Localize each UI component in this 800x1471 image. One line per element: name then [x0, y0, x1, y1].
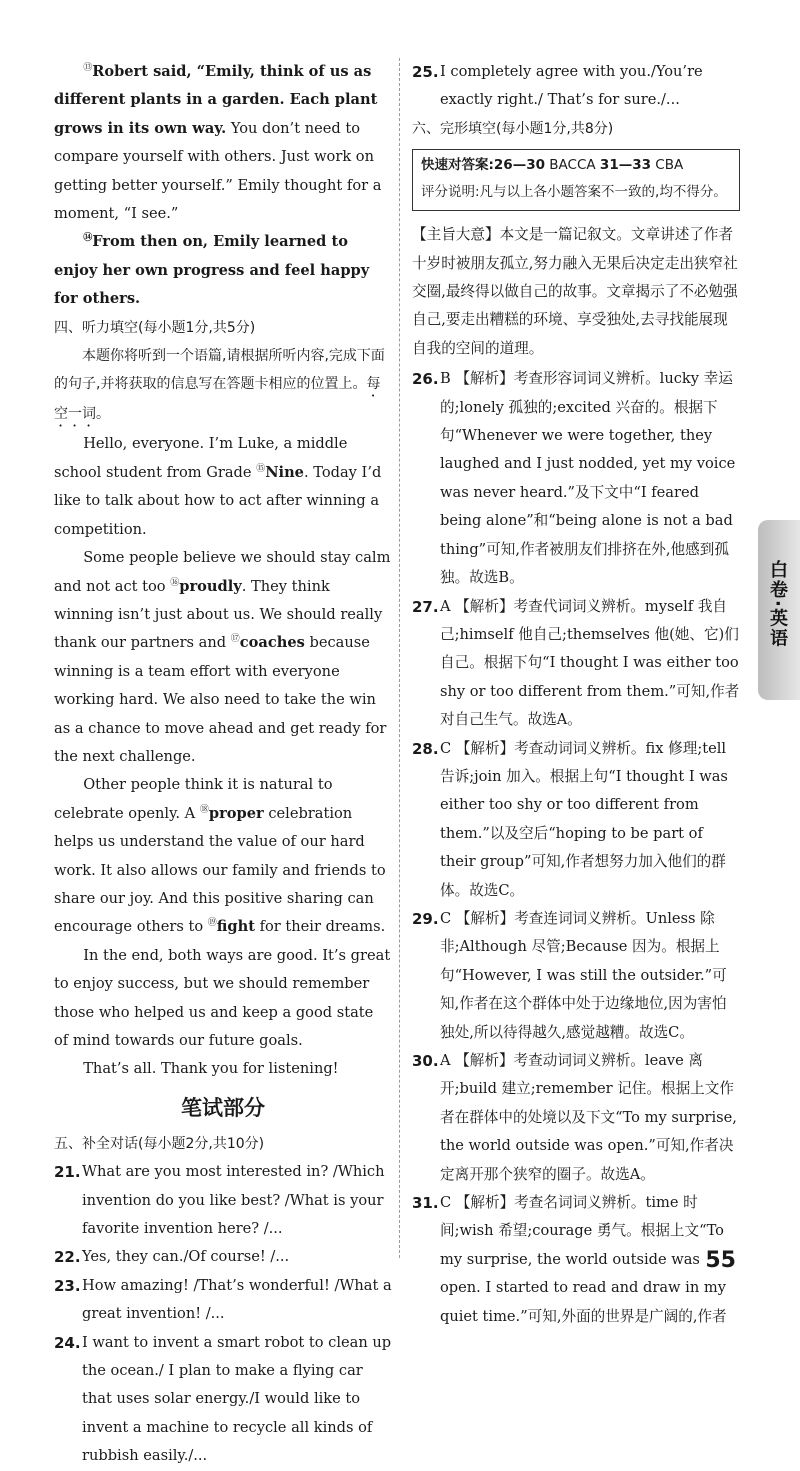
page-number: 55	[705, 1248, 736, 1273]
listening-paragraph-3: Other people think it is natural to celebrate openly. A ⑱proper celebration helps us understand the value of our hard work. It also allows our family and friends to share our joy. And this positive sharing can encourage others to ⑲fight for their dreams.	[54, 776, 386, 936]
answer-27: 27. A 【解析】考查代词词义辨析。myself 我自己;himself 他自己;themselves 他(她、它)们自己。根据下句“I thought I was either too shy or too different from them.”可知,作者对自己生气。故选A。	[412, 597, 740, 729]
listening-paragraph-2: Some people believe we should stay calm and not act too ⑯proudly. They think winning isn’t just about us. We should really thank our partners and ⑰coaches because winning is a team effort with everyone working hard. We also need to take the win as a chance to move ahead and get ready for the next challenge.	[54, 549, 391, 765]
question-22: 22. Yes, they can./Of course! /...	[54, 1248, 290, 1267]
side-tab-label: 白卷·英语	[767, 560, 788, 649]
answer-30: 30. A 【解析】考查动词词义辨析。leave 离开;build 建立;remember 记住。根据上文作者在群体中的处境以及下文“To my surprise, the world outside was open.”可知,作者决定离开那个狭窄的圈子。故选A。	[412, 1052, 737, 1183]
listening-paragraph-4: In the end, both ways are good. It’s great to enjoy success, but we should remember those who helped us and keep a good state of mind towards our future goals.	[54, 946, 391, 1049]
listening-paragraph-1: Hello, everyone. I’m Luke, a middle school student from Grade ⑮Nine. Today I’d like to talk about how to act after winning a competition.	[54, 435, 382, 538]
question-21: 21. What are you most interested in? /Which invention do you like best? /What is your favorite invention here? /...	[54, 1163, 385, 1238]
right-column	[412, 58, 740, 1331]
section-6-title: 六、完形填空(每小题1分,共8分)	[412, 120, 614, 137]
listening-paragraph-5: That’s all. Thank you for listening!	[83, 1060, 339, 1078]
story-paragraph-1: ⑬Robert said, “Emily, think of us as different plants in a garden. Each plant grows in its own way. You don’t need to compare yourself with others. Just work on getting better yourself.” Emily thought for a moment, “I see.”	[54, 63, 382, 223]
question-23: 23. How amazing! /That’s wonderful! /What a great invention! /...	[54, 1276, 392, 1323]
quick-answer-box	[412, 149, 740, 211]
left-column	[54, 58, 392, 1471]
answer-26: 26. B 【解析】考查形容词词义辨析。lucky 幸运的;lonely 孤独的;excited 兴奋的。根据下句“Whenever we were together, they laughed and I just nodded, yet my voice was never heard.”及下文中“I feared being alone”和“being alone is not a bad thing”可知,作者被朋友们排挤在外,他感到孤独。故选B。	[412, 370, 736, 587]
written-section-title: 笔试部分	[181, 1095, 265, 1120]
main-idea: 【主旨大意】本文是一篇记叙文。文章讲述了作者十岁时被朋友孤立,努力融入无果后决定走出狭窄社交圈,最终得以做自己的故事。文章揭示了不必勉强自己,要走出糟糕的环境、享受独处,去寻找能展现自我的空间的道理。	[412, 226, 738, 357]
answer-29: 29. C 【解析】考查连词词义辨析。Unless 除非;Although 尽管;Because 因为。根据上句“However, I was still the outsider.”可知,作者在这个群体中处于边缘地位,因为害怕独处,所以待得越久,感觉越糟。故选C。	[412, 909, 727, 1041]
answer-28: 28. C 【解析】考查动词词义辨析。fix 修理;tell 告诉;join 加入。根据上句“I thought I was either too shy or too different from them.”以及空后“hoping to be part of their group”可知,作者想努力加入他们的群体。故选C。	[412, 739, 728, 899]
story-paragraph-2: ⑭From then on, Emily learned to enjoy her own progress and feel happy for others.	[54, 233, 370, 308]
question-25: 25. I completely agree with you./You’re exactly right./ That’s for sure./...	[412, 63, 703, 109]
scoring-note: 评分说明:凡与以上各小题答案不一致的,均不得分。	[421, 184, 727, 201]
column-divider	[399, 58, 400, 1258]
quick-answers: 快速对答案:26—30 BACCA 31—33 CBA	[421, 157, 684, 174]
section-5-title: 五、补全对话(每小题2分,共10分)	[54, 1135, 265, 1152]
section-4-title: 四、听力填空(每小题1分,共5分)	[54, 319, 256, 336]
answer-31: 31. C 【解析】考查名词词义辨析。time 时间;wish 希望;courage 勇气。根据上文“To my surprise, the world outside was open. I started to read and draw in my quiet time.”可知,外面的世界是广阔的,作者	[412, 1194, 727, 1325]
section-4-instructions: 本题你将听到一个语篇,请根据所听内容,完成下面的句子,并将获取的信息写在答题卡相应的位置上。每空一词。	[54, 348, 385, 423]
question-24: 24. I want to invent a smart robot to clean up the ocean./ I plan to make a flying car that uses solar energy./I would like to invent a machine to recycle all kinds of rubbish easily./...	[54, 1333, 392, 1465]
